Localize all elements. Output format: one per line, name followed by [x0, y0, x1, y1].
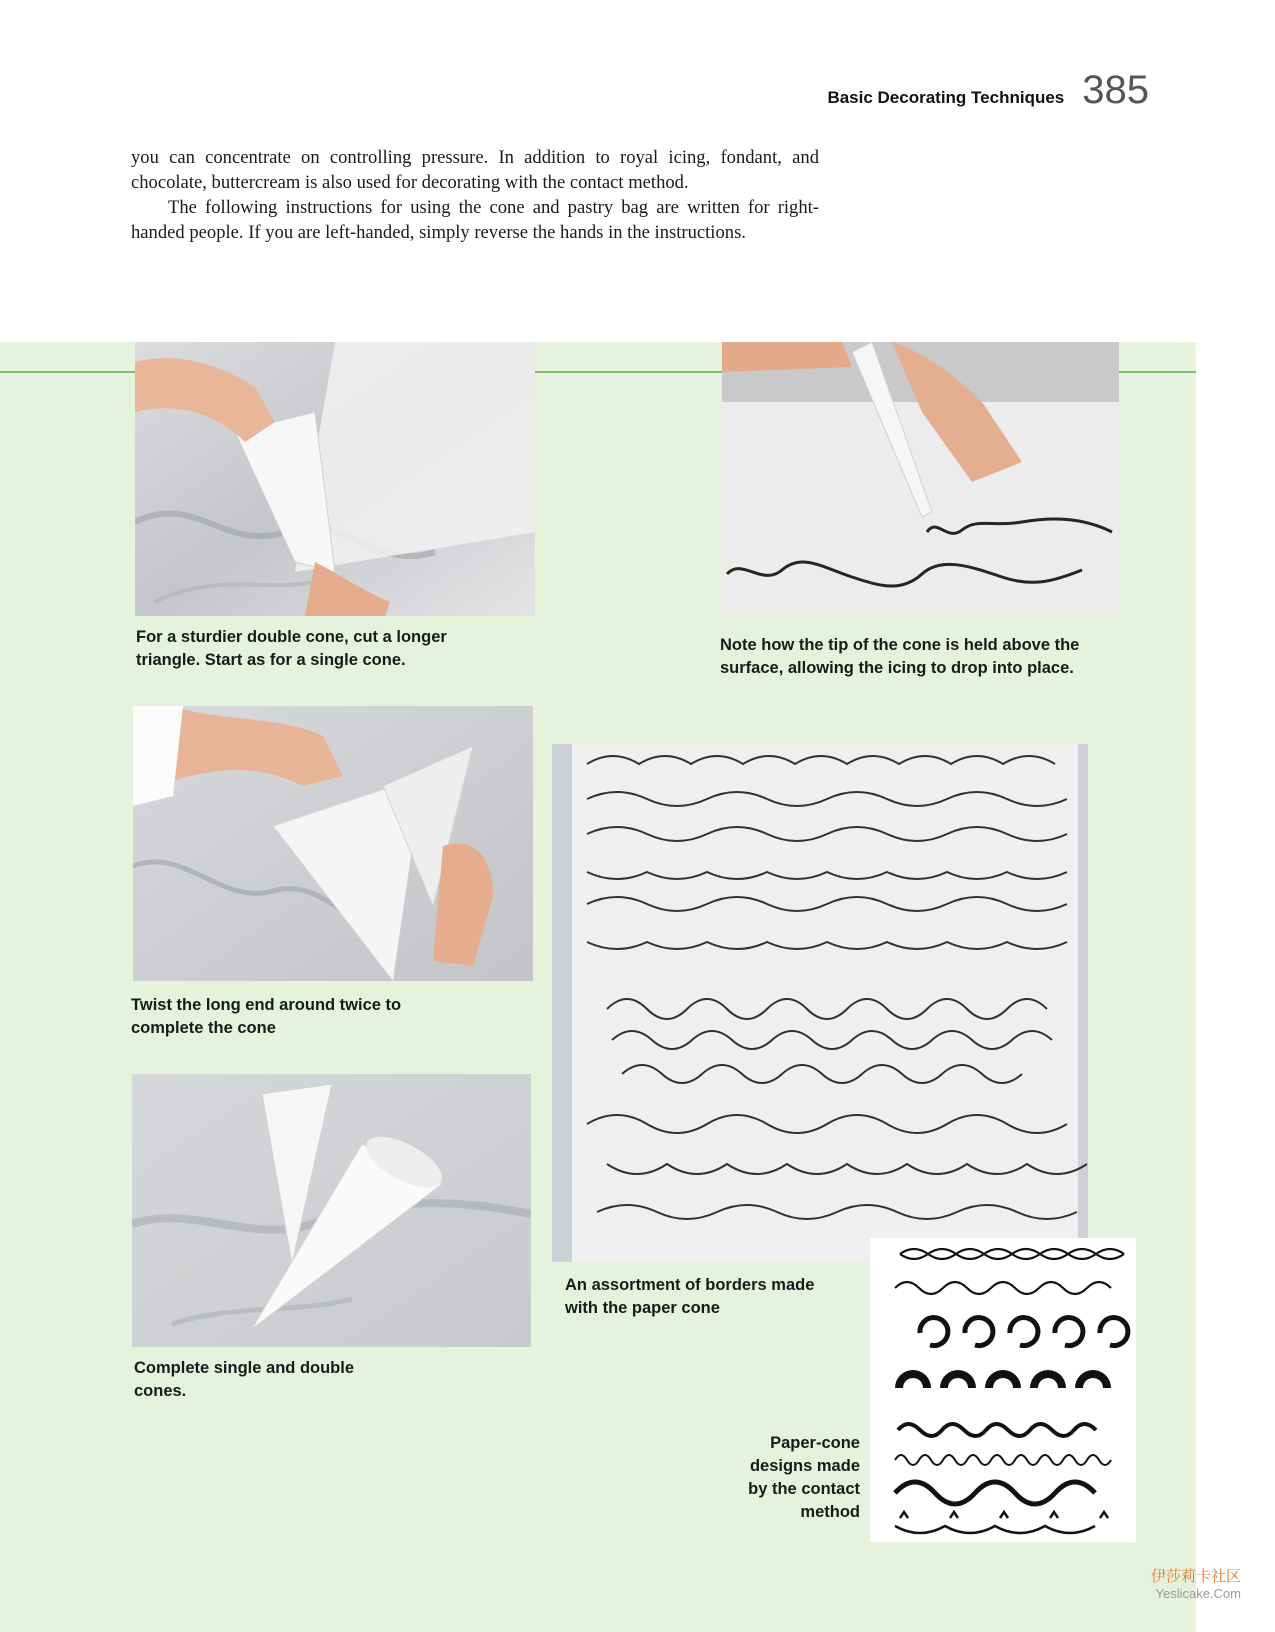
caption-finished-cones: Complete single and double cones.	[134, 1359, 355, 1400]
page-number: 385	[1082, 68, 1149, 112]
rule-middle	[535, 371, 722, 373]
photo-twist-cone	[133, 706, 533, 981]
paragraph-2: The following instructions for using the cone and pastry bag are written for right-handed people. If you are left-handed, simply reverse the hands in the instructions.	[131, 197, 819, 243]
running-header	[827, 68, 1149, 113]
caption-piping-tip: Note how the tip of the cone is held above the surface, allowing the icing to drop into place.	[720, 636, 1080, 677]
watermark-cn: 伊莎莉卡社区	[1150, 1568, 1241, 1585]
watermark	[1151, 1565, 1241, 1601]
rule-right	[1119, 371, 1196, 373]
photo-double-cone-start	[135, 342, 535, 616]
paragraph-1: you can concentrate on controlling pressure. In addition to royal icing, fondant, and chocolate, buttercream is also used for decorating with the contact method.	[131, 147, 819, 193]
photo-piping-tip	[722, 342, 1119, 616]
photo-contact-designs	[870, 1238, 1136, 1542]
caption-double-cone: For a sturdier double cone, cut a longer triangle. Start as for a single cone.	[136, 628, 447, 669]
section-title: Basic Decorating Techniques	[827, 88, 1065, 107]
photo-finished-cones	[132, 1074, 531, 1347]
caption-border-assortment: An assortment of borders made with the paper cone	[565, 1276, 815, 1317]
photo-border-assortment	[552, 744, 1088, 1262]
caption-contact-designs: Paper-cone designs made by the contact method	[748, 1434, 860, 1521]
watermark-en: Yeslicake.Com	[1155, 1586, 1241, 1601]
body-text	[131, 145, 819, 245]
caption-twist-cone: Twist the long end around twice to complete the cone	[131, 996, 402, 1037]
rule-left	[0, 371, 135, 373]
